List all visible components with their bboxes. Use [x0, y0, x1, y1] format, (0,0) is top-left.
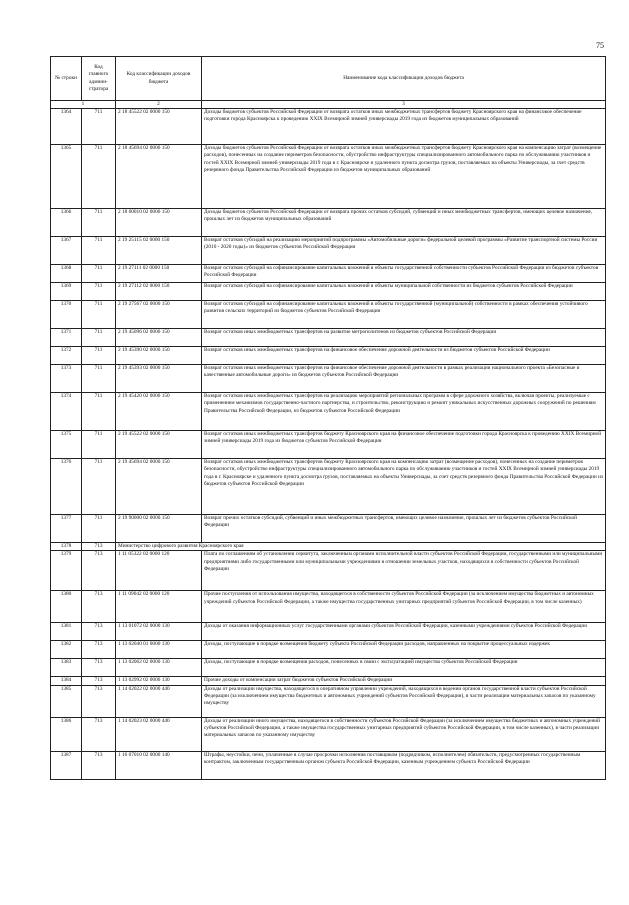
table-row [51, 109, 606, 145]
table-row [51, 431, 606, 459]
code-name-cell: Возврат остатков иных межбюджетных трансфертов на развитие метрополитенов из бюджетов субъектов Российской Федерации [202, 329, 606, 347]
table-row [51, 551, 606, 591]
classification-code-cell: 1 11 05322 02 0000 120 [116, 551, 202, 591]
code-name-cell: Возврат остатков субсидий на реализацию мероприятий подпрограммы «Автомобильные дороги» федеральной целевой программы «Развитие транспортной системы России (2010 - 2020 годы)» из бюджетов субъектов Российской Федерации [202, 237, 606, 265]
code-name-cell: Доходы, поступающие в порядке возмещения расходов, понесенных в связи с эксплуатацией имущества субъектов Российской Федерации [202, 659, 606, 677]
classification-code-cell: 2 19 25115 02 0000 150 [116, 237, 202, 265]
code-name-cell: Возврат остатков иных межбюджетных трансфертов на реализацию мероприятий региональных программ в сфере дорожного хозяйства, включая проекты, реализуемые с применением механизмов государственно-частного партнерства, и строительство, реконструкцию и ремонт уникальных искусственных дорожных сооружений по решениям Правительства Российской Федерации, из бюджетов субъектов Российской Федерации [202, 393, 606, 431]
table-row [51, 365, 606, 393]
admin-code-cell: 711 [82, 393, 116, 431]
table-row [51, 209, 606, 237]
section-title-cell: Министерство цифрового развития Красноярского края [116, 543, 606, 551]
row-number-cell: 1383 [51, 659, 82, 677]
table-row [51, 685, 606, 717]
table-row [51, 591, 606, 623]
table-row [51, 301, 606, 329]
classification-code-cell: 1 14 02023 02 0000 440 [116, 717, 202, 751]
header-row-number: № строки [51, 57, 82, 101]
row-number-cell: 1382 [51, 641, 82, 659]
classification-code-cell: 1 16 07010 02 0000 140 [116, 751, 202, 779]
classification-code-cell: 1 11 09042 02 0000 120 [116, 591, 202, 623]
admin-code-cell: 711 [82, 329, 116, 347]
code-name-cell: Возврат остатков иных межбюджетных трансфертов бюджету Красноярского края на финансовое обеспечение подготовки города Красноярска к проведению XXIX Всемирной зимней универсиады 2019 года из бюджетов субъектов Российской Федерации [202, 431, 606, 459]
classification-code-cell: 1 13 02040 01 0000 130 [116, 641, 202, 659]
row-number-cell: 1376 [51, 459, 82, 515]
admin-code-cell: 713 [82, 685, 116, 717]
table-row [51, 237, 606, 265]
admin-code-cell: 711 [82, 265, 116, 283]
row-number-cell: 1371 [51, 329, 82, 347]
admin-code-cell: 711 [82, 365, 116, 393]
admin-code-cell: 711 [82, 431, 116, 459]
code-name-cell: Доходы бюджетов субъектов Российской Федерации от возврата остатков иных межбюджетных трансфертов бюджету Красноярского края на компенсацию затрат (возмещение расходов), понесенных на создание периметров безопасности, обустройство инфраструктуры специализированного автомобильного парка по обслуживанию участников и гостей XXIX Всемирной зимней универсиады 2019 года в г. Красноярске и удаленного пункта досмотра грузов, поставляемых на объекты Универсиады, за счет средств резервного фонда Правительства Российской Федерации из бюджетов муниципальных образований [202, 145, 606, 209]
admin-code-cell: 711 [82, 283, 116, 301]
code-name-cell: Плата по соглашениям об установлении сервитута, заключенным органами исполнительной власти субъектов Российской Федерации, государственными или муниципальными предприятиями либо государственными или муниципальными учреждениями в отношении земельных участков, находящихся в собственности субъектов Российской Федерации [202, 551, 606, 591]
row-number-cell: 1375 [51, 431, 82, 459]
row-number-cell: 1374 [51, 393, 82, 431]
row-number-cell: 1364 [51, 109, 82, 145]
table-row [51, 543, 606, 551]
table-row [51, 751, 606, 779]
row-number-cell: 1370 [51, 301, 82, 329]
table-row [51, 641, 606, 659]
row-number-cell: 1377 [51, 515, 82, 543]
header-admin-code: Код главного админи-стратора [82, 57, 116, 101]
admin-code-cell: 713 [82, 623, 116, 641]
admin-code-cell: 713 [82, 551, 116, 591]
row-number-cell: 1384 [51, 677, 82, 685]
row-number-cell: 1379 [51, 551, 82, 591]
code-name-cell: Возврат остатков иных межбюджетных трансфертов на финансовое обеспечение дорожной деятельности из бюджетов субъектов Российской Федерации [202, 347, 606, 365]
classification-code-cell: 2 19 45522 02 0000 150 [116, 431, 202, 459]
code-name-cell: Возврат остатков иных межбюджетных трансфертов на финансовое обеспечение дорожной деятельности в рамках реализации национального проекта «Безопасные и качественные автомобильные дороги» из бюджетов субъектов Российской Федерации [202, 365, 606, 393]
row-number-cell: 1385 [51, 685, 82, 717]
code-name-cell: Возврат остатков субсидий на софинансирование капитальных вложений в объекты муниципальной собственности из бюджетов субъектов Российской Федерации [202, 283, 606, 301]
row-number-cell: 1380 [51, 591, 82, 623]
table-index-row [51, 101, 606, 109]
row-number-cell: 1366 [51, 209, 82, 237]
code-name-cell: Штрафы, неустойки, пени, уплаченные в случае просрочки исполнения поставщиком (подрядчиком, исполнителем) обязательств, предусмотренных государственным контрактом, заключенным государственным органом субъекта Российской Федерации, казенным учреждением субъекта Российской Федерации [202, 751, 606, 779]
code-name-cell: Прочие доходы от компенсации затрат бюджетов субъектов Российской Федерации [202, 677, 606, 685]
table-row [51, 459, 606, 515]
code-name-cell: Доходы, поступающие в порядке возмещения бюджету субъекта Российской Федерации расходов, направленных на покрытие процессуальных издержек [202, 641, 606, 659]
classification-code-cell: 2 18 45694 02 0000 150 [116, 145, 202, 209]
code-name-cell: Возврат остатков субсидий на софинансирование капитальных вложений в объекты государственной (муниципальной) собственности в рамках обеспечения устойчивого развития сельских территорий из бюджетов субъектов Российской Федерации [202, 301, 606, 329]
page-number: 75 [596, 41, 604, 50]
table-row [51, 283, 606, 301]
code-name-cell: Прочие поступления от использования имущества, находящегося в собственности субъектов Российской Федерации (за исключением имущества бюджетных и автономных учреждений субъектов Российской Федерации, а также имущества государственных унитарных предприятий субъектов Российской Федерации, в том числе казенных) [202, 591, 606, 623]
income-classification-table [50, 56, 606, 780]
index-cell: 1 [51, 101, 116, 109]
row-number-cell: 1386 [51, 717, 82, 751]
admin-code-cell: 713 [82, 641, 116, 659]
code-name-cell: Возврат остатков субсидий на софинансирование капитальных вложений в объекты государственной собственности субъектов Российской Федерации из бюджетов субъектов Российской Федерации [202, 265, 606, 283]
header-code-name: Наименование кода классификации доходов бюджета [202, 57, 606, 101]
admin-code-cell: 713 [82, 717, 116, 751]
table-row [51, 265, 606, 283]
classification-code-cell: 2 18 60010 02 0000 150 [116, 209, 202, 237]
classification-code-cell: 2 19 27567 02 0000 150 [116, 301, 202, 329]
index-cell: 3 [202, 101, 606, 109]
row-number-cell: 1372 [51, 347, 82, 365]
classification-code-cell: 2 19 45694 02 0000 150 [116, 459, 202, 515]
table-row [51, 677, 606, 685]
classification-code-cell: 2 19 45393 02 0000 150 [116, 365, 202, 393]
index-cell: 2 [116, 101, 202, 109]
table-row [51, 717, 606, 751]
table-row [51, 659, 606, 677]
row-number-cell: 1369 [51, 283, 82, 301]
row-number-cell: 1365 [51, 145, 82, 209]
code-name-cell: Доходы от оказания информационных услуг государственными органами субъектов Российской Федерации, казенными учреждениями субъектов Российской Федерации [202, 623, 606, 641]
code-name-cell: Возврат прочих остатков субсидий, субвенций и иных межбюджетных трансфертов, имеющих целевое назначение, прошлых лет из бюджетов субъектов Российской Федерации [202, 515, 606, 543]
classification-code-cell: 1 13 01072 02 0000 130 [116, 623, 202, 641]
code-name-cell: Доходы бюджетов субъектов Российской Федерации от возврата прочих остатков субсидий, субвенций и иных межбюджетных трансфертов, имеющих целевое назначение, прошлых лет из бюджетов муниципальных образований [202, 209, 606, 237]
classification-code-cell: 1 13 02062 02 0000 130 [116, 659, 202, 677]
row-number-cell: 1387 [51, 751, 82, 779]
row-number-cell: 1373 [51, 365, 82, 393]
admin-code-cell: 713 [82, 751, 116, 779]
admin-code-cell: 711 [82, 347, 116, 365]
row-number-cell: 1381 [51, 623, 82, 641]
code-name-cell: Доходы бюджетов субъектов Российской Федерации от возврата остатков иных межбюджетных трансфертов бюджету Красноярского края на финансовое обеспечение подготовки города Красноярска к проведению XXIX Всемирной зимней универсиады 2019 года из бюджетов муниципальных образований [202, 109, 606, 145]
admin-code-cell: 711 [82, 459, 116, 515]
admin-code-cell: 711 [82, 515, 116, 543]
code-name-cell: Доходы от реализации имущества, находящегося в оперативном управлении учреждений, находящихся в ведении органов государственной власти субъектов Российской Федерации (за исключением имущества бюджетных и автономных учреждений субъектов Российской Федерации), в части реализации материальных запасов по указанному имуществу [202, 685, 606, 717]
admin-code-cell: 713 [82, 543, 116, 551]
admin-code-cell: 713 [82, 677, 116, 685]
classification-code-cell: 2 18 45522 02 0000 150 [116, 109, 202, 145]
table-row [51, 145, 606, 209]
classification-code-cell: 2 19 45390 02 0000 150 [116, 347, 202, 365]
table-row [51, 623, 606, 641]
classification-code-cell: 2 19 27112 02 0000 150 [116, 283, 202, 301]
header-classification-code: Код классификации доходов бюджета [116, 57, 202, 101]
admin-code-cell: 713 [82, 659, 116, 677]
table-row [51, 347, 606, 365]
classification-code-cell: 2 19 45096 02 0000 150 [116, 329, 202, 347]
classification-code-cell: 2 19 27111 02 0000 150 [116, 265, 202, 283]
admin-code-cell: 711 [82, 209, 116, 237]
table-row [51, 329, 606, 347]
table-row [51, 393, 606, 431]
code-name-cell: Возврат остатков иных межбюджетных трансфертов бюджету Красноярского края на компенсацию затрат (возмещение расходов), понесенных на создание периметров безопасности, обустройство инфраструктуры специализированного автомобильного парка по обслуживанию участников и гостей XXIX Всемирной зимней универсиады 2019 года в г. Красноярске и удаленного пункта досмотра грузов, поставляемых на объекты Универсиады, за счет средств резервного фонда Правительства Российской Федерации из бюджетов субъектов Российской Федерации [202, 459, 606, 515]
row-number-cell: 1367 [51, 237, 82, 265]
row-number-cell: 1368 [51, 265, 82, 283]
row-number-cell: 1378 [51, 543, 82, 551]
classification-code-cell: 1 14 02022 02 0000 440 [116, 685, 202, 717]
classification-code-cell: 2 19 45420 02 0000 150 [116, 393, 202, 431]
table-row [51, 515, 606, 543]
admin-code-cell: 713 [82, 591, 116, 623]
classification-code-cell: 2 19 90000 02 0000 150 [116, 515, 202, 543]
admin-code-cell: 711 [82, 237, 116, 265]
admin-code-cell: 711 [82, 109, 116, 145]
admin-code-cell: 711 [82, 301, 116, 329]
table-header-row [51, 57, 606, 101]
admin-code-cell: 711 [82, 145, 116, 209]
classification-code-cell: 1 13 02992 02 0000 130 [116, 677, 202, 685]
code-name-cell: Доходы от реализации иного имущества, находящегося в собственности субъектов Российской Федерации (за исключением имущества бюджетных и автономных учреждений субъектов Российской Федерации, а также имущества государственных унитарных предприятий субъектов Российской Федерации, в том числе казенных), в части реализации материальных запасов по указанному имуществу [202, 717, 606, 751]
